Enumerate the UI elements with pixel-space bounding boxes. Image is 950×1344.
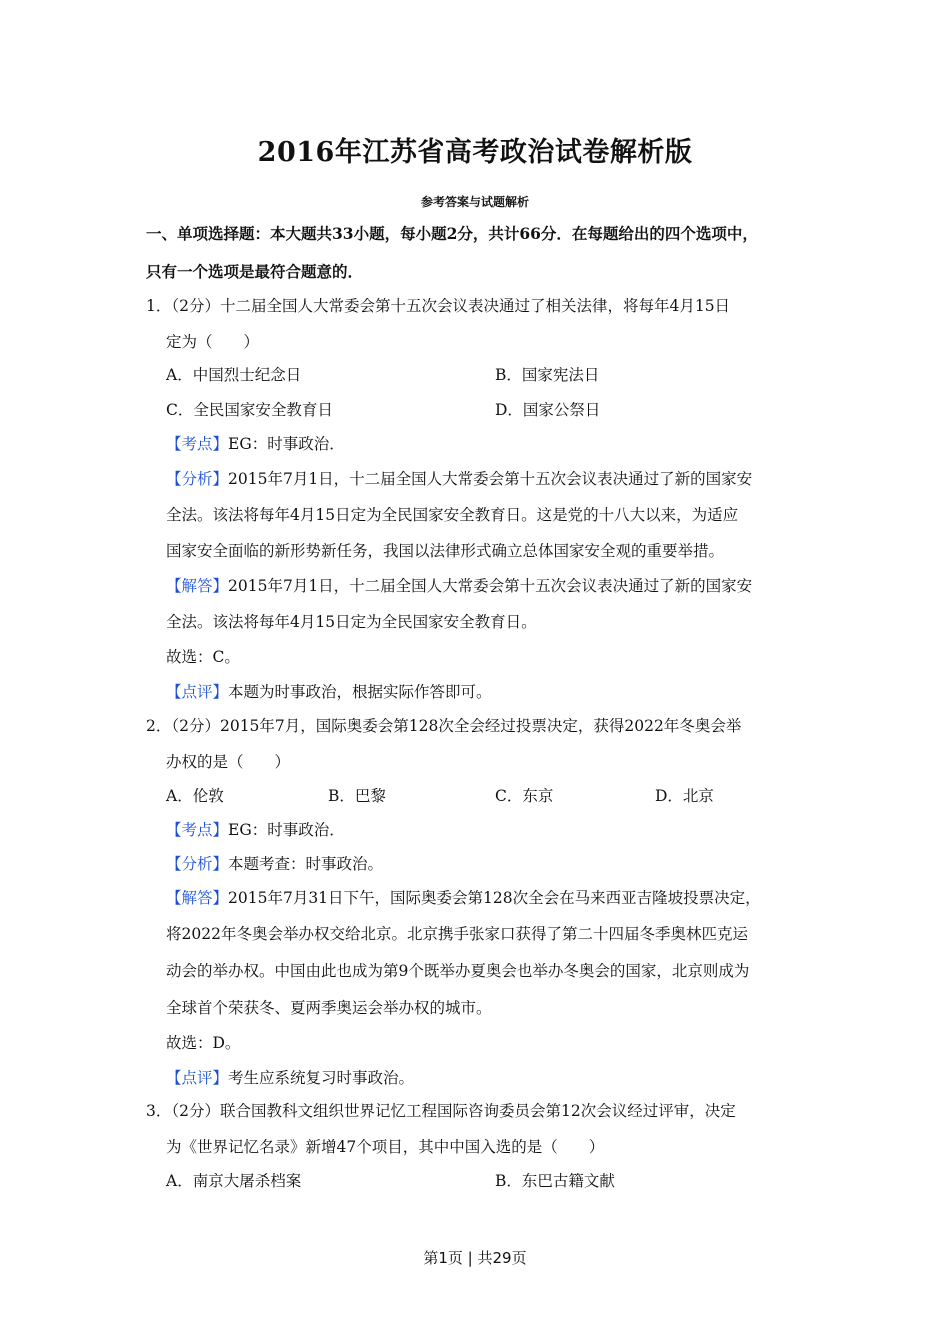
q2-jieda-line-1 [166, 886, 761, 908]
q1-fenxi-line-2: 全法。该法将每年4月15日定为全民国家安全教育日。这是党的十八大以来，为适应 [166, 506, 739, 524]
q2-jieda-line-4: 全球首个荣获冬、夏两季奥运会举办权的城市。 [166, 999, 492, 1017]
q2-option-d: D．北京 [655, 787, 714, 805]
q2-jieda-line-2: 将2022年冬奥会举办权交给北京。北京携手张家口获得了第二十四届冬季奥林匹克运 [166, 925, 748, 943]
q1-dianping [166, 680, 492, 702]
q1-option-c: C．全民国家安全教育日 [166, 401, 333, 419]
q1-kaodian [166, 432, 345, 454]
q2-kaodian [166, 818, 345, 840]
dianping-tag: 【点评】 [166, 683, 229, 701]
document-subtitle: 参考答案与试题解析 [420, 195, 529, 209]
section-heading-line-1: 一、单项选择题：本大题共33小题，每小题2分，共计66分．在每题给出的四个选项中， [146, 224, 758, 243]
q2-stem-line-2: 办权的是（ ） [166, 753, 291, 771]
kaodian-tag: 【考点】 [166, 435, 229, 453]
q2-jieda-line-3: 动会的举办权。中国由此也成为第9个既举办夏奥会也举办冬奥会的国家，北京则成为 [166, 962, 750, 980]
q2-kaodian-text: EG：时事政治． [228, 821, 345, 839]
jieda-tag: 【解答】 [166, 889, 229, 907]
q1-stem-line-1: 1．（2分）十二届全国人大常委会第十五次会议表决通过了相关法律，将每年4月15日 [146, 297, 731, 315]
q1-option-b: B．国家宪法日 [495, 366, 600, 384]
document-title: 2016年江苏省高考政治试卷解析版 [257, 137, 693, 168]
q2-dianping-text: 考生应系统复习时事政治。 [228, 1069, 415, 1087]
q2-fenxi-text: 本题考查：时事政治。 [228, 855, 384, 873]
q2-stem-line-1: 2．（2分）2015年7月，国际奥委会第128次全会经过投票决定，获得2022年冬奥会举 [146, 717, 742, 735]
jieda-tag: 【解答】 [166, 577, 229, 595]
q2-option-c: C．东京 [495, 787, 554, 805]
q1-option-d: D．国家公祭日 [495, 401, 601, 419]
q3-stem-line-1: 3．（2分）联合国教科文组织世界记忆工程国际咨询委员会第12次会议经过评审，决定 [146, 1102, 736, 1120]
q1-jieda-text-1: 2015年7月1日，十二届全国人大常委会第十五次会议表决通过了新的国家安 [228, 577, 753, 595]
fenxi-tag: 【分析】 [166, 470, 229, 488]
q1-option-a: A．中国烈士纪念日 [166, 366, 302, 384]
fenxi-tag: 【分析】 [166, 855, 229, 873]
q2-jieda-text-1: 2015年7月31日下午，国际奥委会第128次全会在马来西亚吉隆坡投票决定， [228, 889, 761, 907]
q1-fenxi-line-3: 国家安全面临的新形势新任务，我国以法律形式确立总体国家安全观的重要举措。 [166, 542, 725, 560]
q1-dianping-text: 本题为时事政治，根据实际作答即可。 [228, 683, 492, 701]
q2-option-a: A．伦敦 [166, 787, 224, 805]
q3-option-b: B．东巴古籍文献 [495, 1172, 615, 1190]
q2-fenxi [166, 852, 383, 874]
q2-dianping [166, 1066, 414, 1088]
q1-jieda-line-1 [166, 574, 752, 596]
q2-option-b: B．巴黎 [328, 787, 386, 805]
q1-jieda-line-2: 全法。该法将每年4月15日定为全民国家安全教育日。 [166, 613, 537, 631]
section-heading-line-2: 只有一个选项是最符合题意的． [146, 262, 364, 281]
dianping-tag: 【点评】 [166, 1069, 229, 1087]
q1-fenxi-line-1 [166, 467, 752, 489]
q3-stem-line-2: 为《世界记忆名录》新增47个项目，其中中国入选的是（ ） [166, 1138, 605, 1156]
q3-option-a: A．南京大屠杀档案 [166, 1172, 302, 1190]
q1-answer: 故选：C。 [166, 648, 240, 666]
kaodian-tag: 【考点】 [166, 821, 229, 839]
q2-answer: 故选：D。 [166, 1034, 241, 1052]
q1-kaodian-text: EG：时事政治． [228, 435, 345, 453]
q1-fenxi-text-1: 2015年7月1日，十二届全国人大常委会第十五次会议表决通过了新的国家安 [228, 470, 753, 488]
q1-stem-line-2: 定为（ ） [166, 333, 260, 351]
page-footer: 第1页 | 共29页 [423, 1249, 527, 1267]
